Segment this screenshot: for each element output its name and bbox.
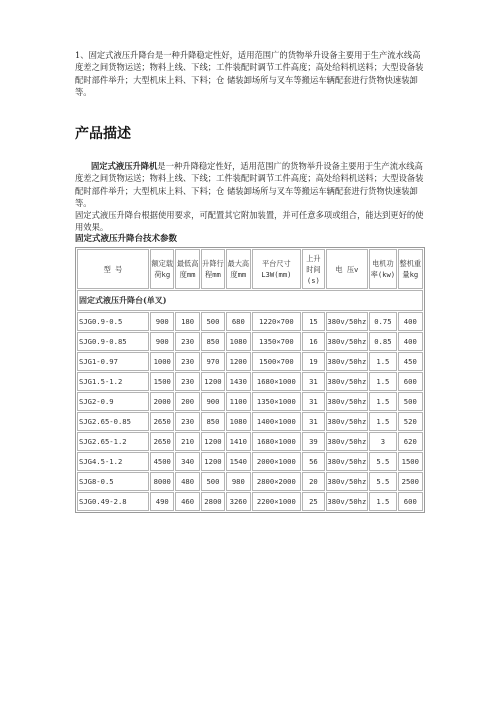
table-cell: 1680×1000 bbox=[252, 372, 302, 391]
table-cell: 900 bbox=[150, 312, 174, 331]
table-cell: 2200×1000 bbox=[252, 492, 302, 511]
table-header-cell: 最大高度mm bbox=[226, 249, 250, 289]
table-cell: 1200 bbox=[201, 372, 225, 391]
description-body: 是一种升降稳定性好，适用范围广的货物举升设备主要用于生产流水线高度差之间货物运送；物料上线、下线；工件装配时调节工件高度；高处给料机送料；大型设备装配时部件举升；大型机床上料、下料；仓 储装卸场所与叉车等搬运车辆配套进行货物快速装卸等。 bbox=[75, 161, 424, 209]
table-cell: 16 bbox=[302, 332, 324, 351]
table-cell: 2800×2000 bbox=[252, 472, 302, 491]
table-cell: 500 bbox=[201, 472, 225, 491]
table-cell: SJG0.49-2.8 bbox=[77, 492, 149, 511]
table-cell: SJG1.5-1.2 bbox=[77, 372, 149, 391]
table-section-label: 固定式液压升降台(单叉) bbox=[77, 290, 423, 311]
table-row bbox=[77, 352, 423, 371]
table-cell: 400 bbox=[398, 312, 423, 331]
table-row bbox=[77, 452, 423, 471]
table-cell: 4500 bbox=[150, 452, 174, 471]
table-cell: 1080 bbox=[226, 332, 250, 351]
table-cell: 1.5 bbox=[369, 392, 396, 411]
table-cell: 1500×700 bbox=[252, 352, 302, 371]
table-cell: 31 bbox=[302, 412, 324, 431]
table-cell: 1410 bbox=[226, 432, 250, 451]
table-cell: 5.5 bbox=[369, 452, 396, 471]
table-cell: 1400×1000 bbox=[252, 412, 302, 431]
table-cell: 970 bbox=[201, 352, 225, 371]
spec-table bbox=[75, 247, 425, 513]
table-header-cell: 上升时间(s) bbox=[302, 249, 324, 289]
table-cell: 2650 bbox=[150, 412, 174, 431]
table-cell: SJG4.5-1.2 bbox=[77, 452, 149, 471]
table-row bbox=[77, 392, 423, 411]
table-cell: SJG1-0.97 bbox=[77, 352, 149, 371]
table-cell: 380v/50hz bbox=[326, 412, 369, 431]
description-paragraph bbox=[75, 160, 425, 210]
table-cell: 1680×1000 bbox=[252, 432, 302, 451]
table-cell: 1200 bbox=[201, 432, 225, 451]
table-cell: SJG8-0.5 bbox=[77, 472, 149, 491]
table-cell: 2000 bbox=[150, 392, 174, 411]
table-cell: 1540 bbox=[226, 452, 250, 471]
table-cell: 2000×1000 bbox=[252, 452, 302, 471]
table-cell: 490 bbox=[150, 492, 174, 511]
table-cell: 0.85 bbox=[369, 332, 396, 351]
table-cell: 380v/50hz bbox=[326, 452, 369, 471]
table-header-row bbox=[77, 249, 423, 289]
description-lead: 固定式液压升降机 bbox=[91, 161, 158, 171]
table-cell: 1.5 bbox=[369, 372, 396, 391]
table-cell: 600 bbox=[398, 492, 423, 511]
table-cell: 850 bbox=[201, 332, 225, 351]
table-row bbox=[77, 472, 423, 491]
table-row bbox=[77, 312, 423, 331]
table-cell: 1080 bbox=[226, 412, 250, 431]
table-cell: 850 bbox=[201, 412, 225, 431]
table-cell: 900 bbox=[201, 392, 225, 411]
table-header-cell: 平台尺寸L3W(mm) bbox=[252, 249, 302, 289]
table-header-cell: 整机重量kg bbox=[398, 249, 423, 289]
table-cell: 230 bbox=[175, 372, 199, 391]
table-cell: SJG2.65-0.85 bbox=[77, 412, 149, 431]
table-cell: 31 bbox=[302, 372, 324, 391]
table-cell: 0.75 bbox=[369, 312, 396, 331]
table-cell: 1100 bbox=[226, 392, 250, 411]
table-cell: 1.5 bbox=[369, 352, 396, 371]
table-cell: 380v/50hz bbox=[326, 392, 369, 411]
table-header-cell: 额定载荷kg bbox=[150, 249, 174, 289]
table-cell: 200 bbox=[175, 392, 199, 411]
table-section-row bbox=[77, 290, 423, 311]
table-cell: 2650 bbox=[150, 432, 174, 451]
table-cell: 1.5 bbox=[369, 492, 396, 511]
table-row bbox=[77, 492, 423, 511]
table-cell: 520 bbox=[398, 412, 423, 431]
table-header-cell: 型 号 bbox=[77, 249, 149, 289]
table-cell: 680 bbox=[226, 312, 250, 331]
table-cell: 1500 bbox=[398, 452, 423, 471]
options-paragraph: 固定式液压升降台根据使用要求，可配置其它附加装置，并可任意多项或组合，能达到更好的使用效果。 bbox=[75, 210, 424, 233]
table-cell: 39 bbox=[302, 432, 324, 451]
table-cell: 1.5 bbox=[369, 412, 396, 431]
table-cell: 19 bbox=[302, 352, 324, 371]
table-cell: 20 bbox=[302, 472, 324, 491]
table-cell: SJG0.9-0.5 bbox=[77, 312, 149, 331]
table-cell: 230 bbox=[175, 412, 199, 431]
table-cell: 230 bbox=[175, 352, 199, 371]
table-header-cell: 电机功率(kw) bbox=[369, 249, 396, 289]
table-cell: 1350×700 bbox=[252, 332, 302, 351]
table-cell: 400 bbox=[398, 332, 423, 351]
table-cell: 1200 bbox=[201, 452, 225, 471]
table-cell: 1350×1000 bbox=[252, 392, 302, 411]
table-cell: 25 bbox=[302, 492, 324, 511]
table-cell: 380v/50hz bbox=[326, 352, 369, 371]
table-cell: 180 bbox=[175, 312, 199, 331]
table-cell: 3260 bbox=[226, 492, 250, 511]
table-cell: 380v/50hz bbox=[326, 492, 369, 511]
table-cell: 15 bbox=[302, 312, 324, 331]
table-cell: 1500 bbox=[150, 372, 174, 391]
table-cell: 5.5 bbox=[369, 472, 396, 491]
table-header-cell: 最低高度mm bbox=[175, 249, 199, 289]
table-cell: 500 bbox=[201, 312, 225, 331]
table-cell: 1220×700 bbox=[252, 312, 302, 331]
table-cell: 1430 bbox=[226, 372, 250, 391]
table-cell: 460 bbox=[175, 492, 199, 511]
table-cell: 600 bbox=[398, 372, 423, 391]
table-cell: 2800 bbox=[201, 492, 225, 511]
table-cell: 380v/50hz bbox=[326, 372, 369, 391]
table-body bbox=[77, 290, 423, 511]
table-cell: 380v/50hz bbox=[326, 332, 369, 351]
table-cell: 340 bbox=[175, 452, 199, 471]
table-row bbox=[77, 332, 423, 351]
table-header-cell: 电 压v bbox=[326, 249, 369, 289]
table-cell: 1000 bbox=[150, 352, 174, 371]
table-cell: 380v/50hz bbox=[326, 312, 369, 331]
table-cell: 980 bbox=[226, 472, 250, 491]
table-cell: 450 bbox=[398, 352, 423, 371]
table-cell: SJG2.65-1.2 bbox=[77, 432, 149, 451]
intro-paragraph: 1、固定式液压升降台是一种升降稳定性好，适用范围广的货物举升设备主要用于生产流水线高度差之间货物运送；物料上线、下线；工件装配时调节工件高度；高处给料机送料；大型设备装配时部件举升；大型机床上料、下料；仓 储装卸场所与叉车等搬运车辆配套进行货物快速装卸等。 bbox=[75, 50, 424, 98]
table-cell: 8000 bbox=[150, 472, 174, 491]
table-cell: SJG2-0.9 bbox=[77, 392, 149, 411]
table-cell: 500 bbox=[398, 392, 423, 411]
table-header-cell: 升降行程mm bbox=[201, 249, 225, 289]
table-cell: 900 bbox=[150, 332, 174, 351]
table-cell: 56 bbox=[302, 452, 324, 471]
table-cell: SJG0.9-0.85 bbox=[77, 332, 149, 351]
table-cell: 380v/50hz bbox=[326, 432, 369, 451]
table-row bbox=[77, 372, 423, 391]
table-cell: 480 bbox=[175, 472, 199, 491]
table-cell: 620 bbox=[398, 432, 423, 451]
table-cell: 2500 bbox=[398, 472, 423, 491]
table-cell: 3 bbox=[369, 432, 396, 451]
table-cell: 210 bbox=[175, 432, 199, 451]
table-cell: 31 bbox=[302, 392, 324, 411]
table-row bbox=[77, 432, 423, 451]
table-row bbox=[77, 412, 423, 431]
section-heading: 产品描述 bbox=[75, 126, 131, 142]
table-title: 固定式液压升降台技术参数 bbox=[75, 234, 178, 244]
table-cell: 230 bbox=[175, 332, 199, 351]
table-cell: 1200 bbox=[226, 352, 250, 371]
table-cell: 380v/50hz bbox=[326, 472, 369, 491]
